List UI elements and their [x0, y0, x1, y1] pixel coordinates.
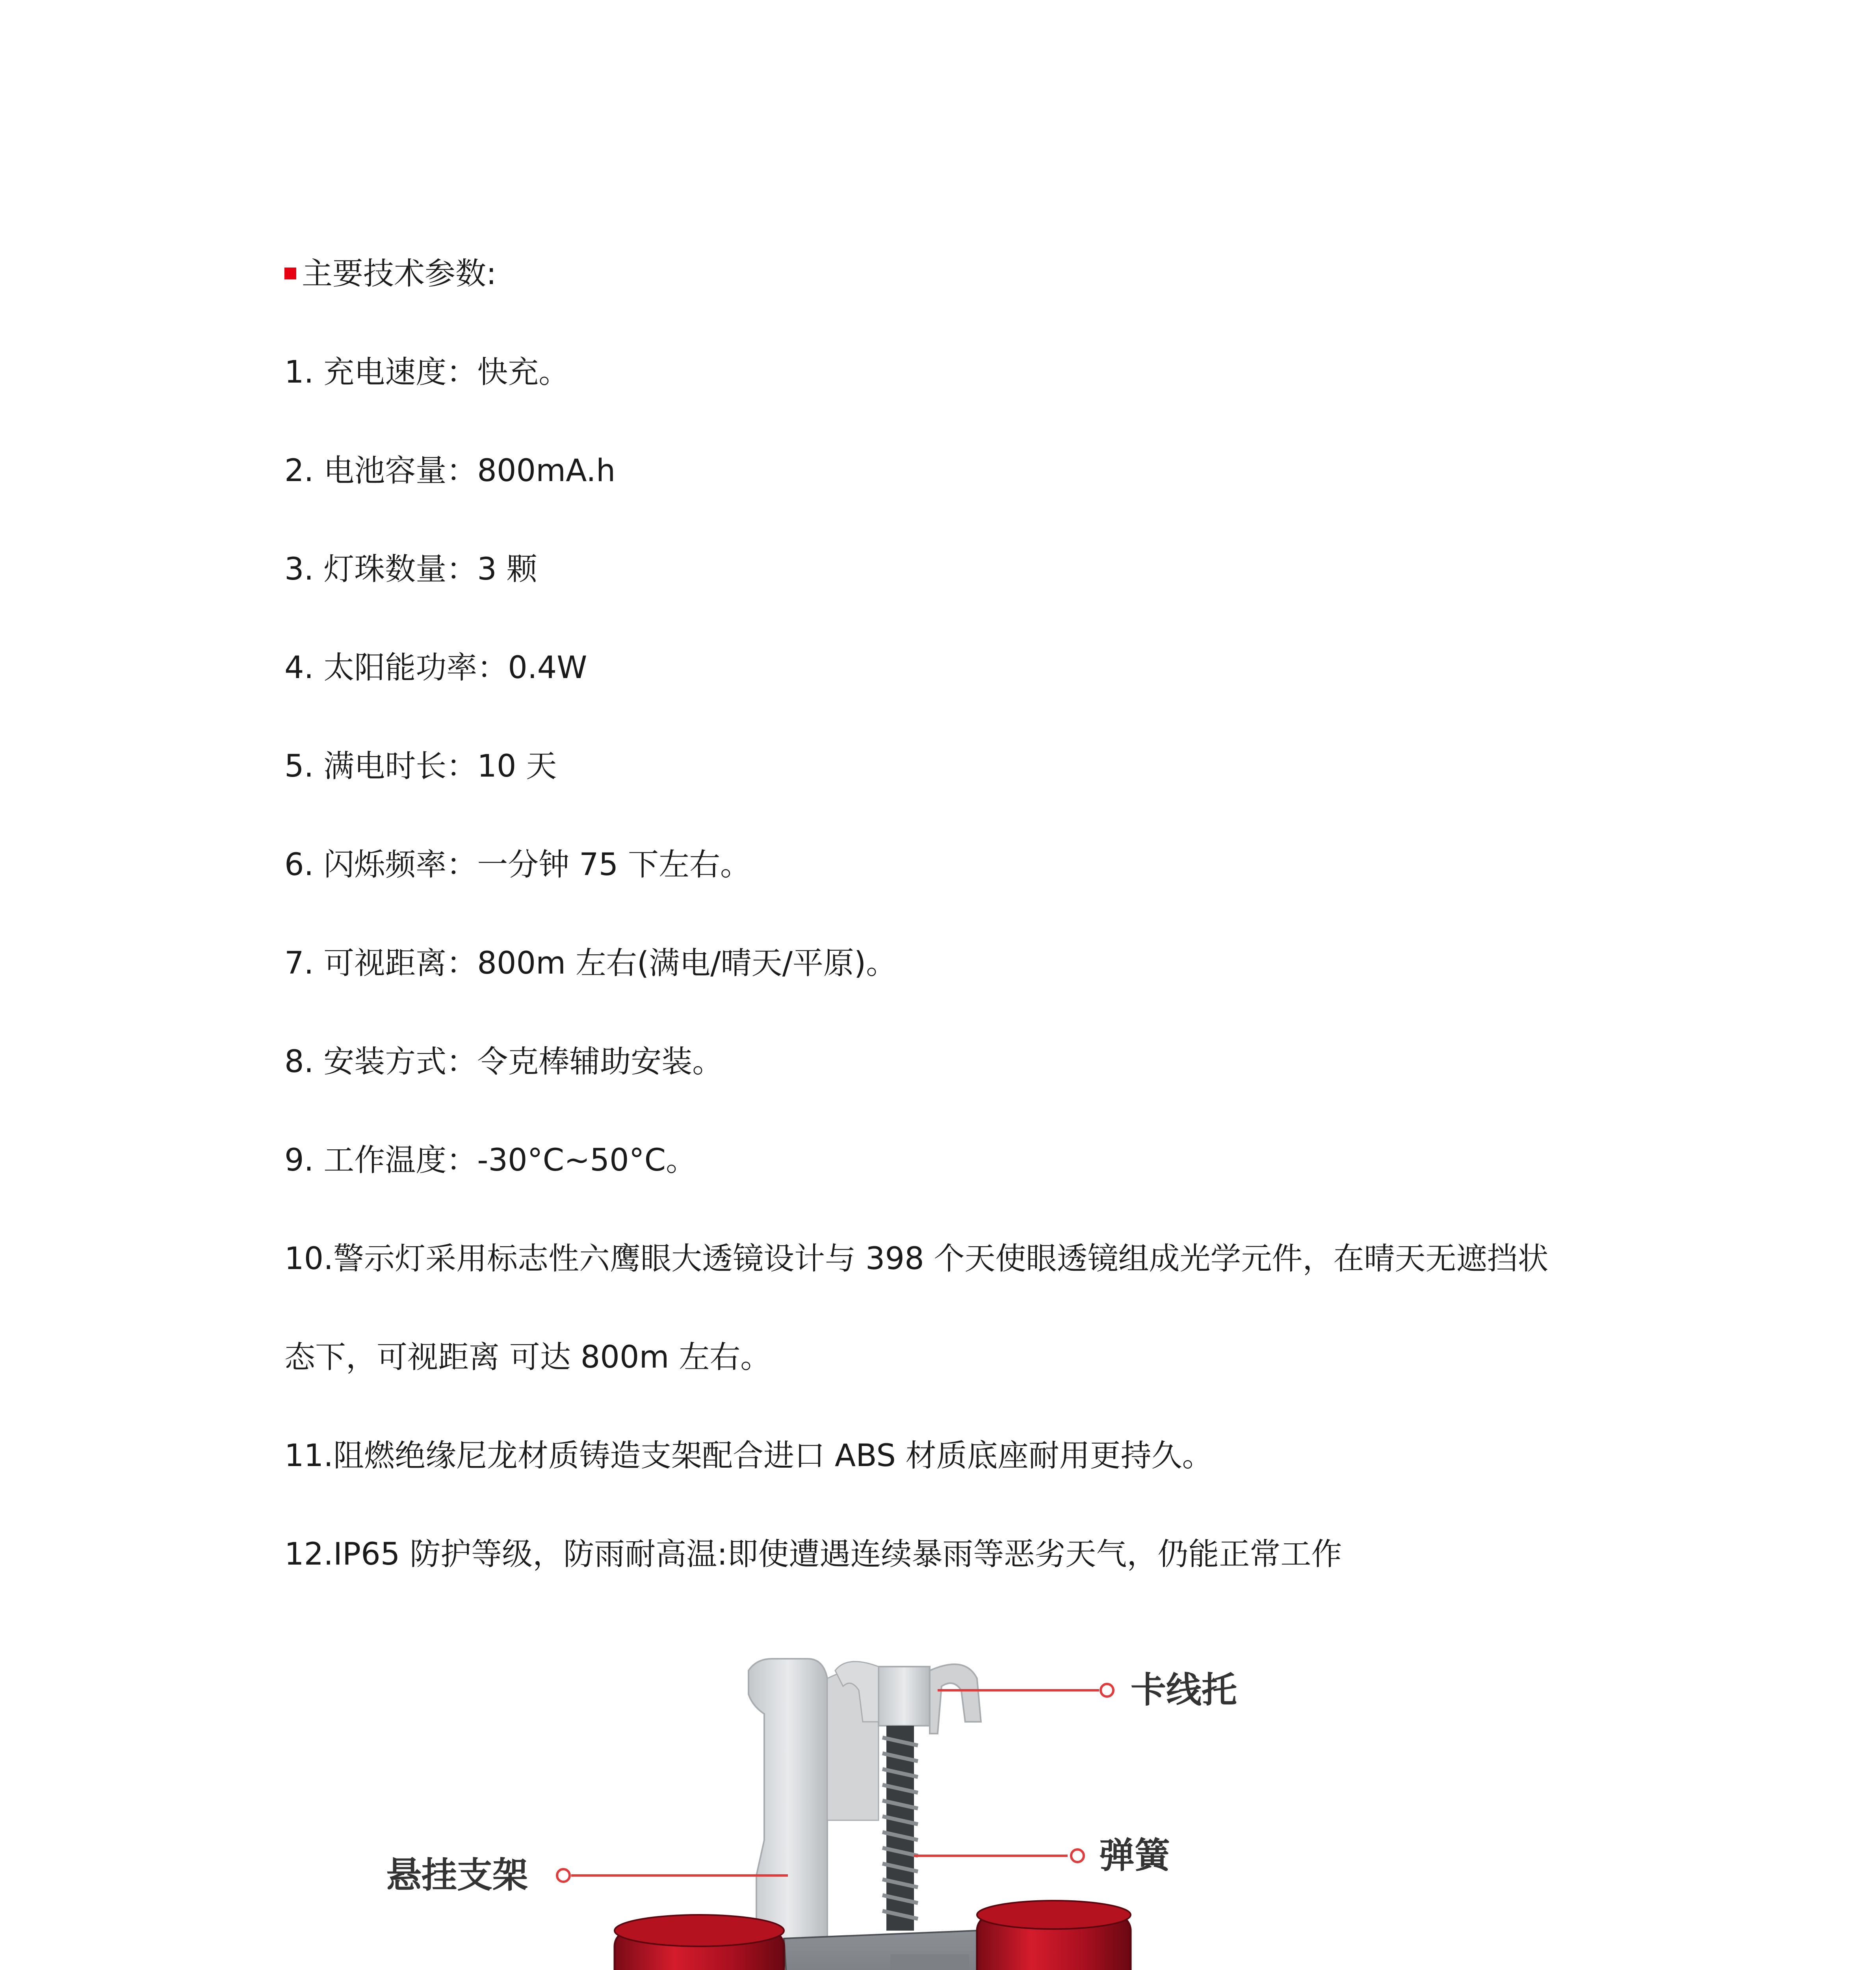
callout-cable-holder: 卡线托: [1131, 1669, 1237, 1711]
param-item: 1. 充电速度：快充。: [284, 355, 570, 390]
callout-hanging-bracket: 悬挂支架: [386, 1855, 528, 1896]
left-warning-lamp: [615, 1915, 784, 1970]
section-heading-text: 主要技术参数:: [302, 256, 497, 292]
param-item: 7. 可视距离：800m 左右(满电/晴天/平原)。: [284, 946, 897, 981]
param-item: 9. 工作温度：-30°C~50°C。: [284, 1143, 697, 1178]
mount-base: [784, 1931, 977, 1970]
param-item: 3. 灯珠数量：3 颗: [284, 552, 537, 587]
param-item: 5. 满电时长：10 天: [284, 749, 557, 784]
param-item: 8. 安装方式：令克棒辅助安装。: [284, 1044, 723, 1080]
product-diagram: [299, 1655, 1363, 1970]
param-item-continuation: 态下，可视距离 可达 800m 左右。: [284, 1340, 771, 1375]
param-item: 2. 电池容量：800mA.h: [284, 453, 616, 489]
param-item: 11.阻燃绝缘尼龙材质铸造支架配合进口 ABS 材质底座耐用更持久。: [284, 1438, 1213, 1474]
red-square-bullet-icon: [284, 268, 296, 279]
param-item: 6. 闪烁频率：一分钟 75 下左右。: [284, 847, 751, 883]
param-item: 12.IP65 防护等级，防雨耐高温:即使遭遇连续暴雨等恶劣天气，仍能正常工作: [284, 1537, 1342, 1572]
hanging-bracket: [749, 1659, 879, 1962]
section-heading: [284, 254, 496, 294]
param-item: 10.警示灯采用标志性六鹰眼大透镜设计与 398 个天使眼透镜组成光学元件，在晴天无遮挡状: [284, 1241, 1549, 1277]
right-warning-lamp: [977, 1901, 1131, 1970]
spring: [882, 1726, 918, 1931]
callout-spring: 弹簧: [1099, 1835, 1170, 1876]
param-item: 4. 太阳能功率：0.4W: [284, 650, 587, 686]
